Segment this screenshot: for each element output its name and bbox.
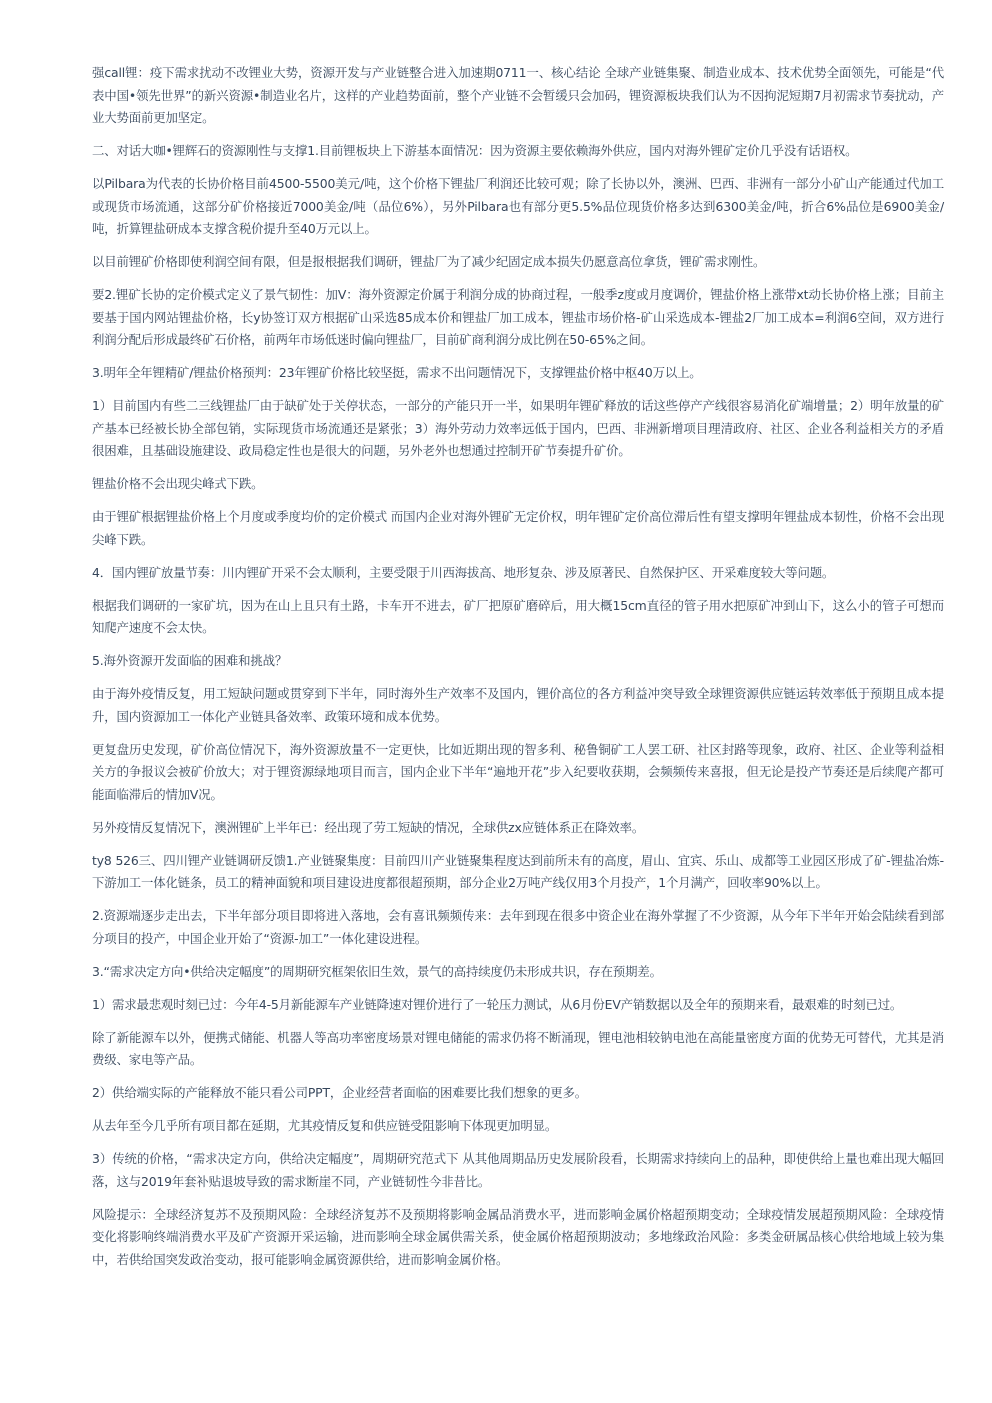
paragraph-domestic-ramp: 4．国内锂矿放量节奏：川内锂矿开采不会太顺利，主要受限于川西海拔高、地形复杂、涉及原著民、自然保护区、开采难度较大等问题。 (92, 564, 835, 580)
paragraph-demand-rigidity: 以目前锂矿价格即使利润空间有限，但是报根据我们调研，锂盐厂为了减少纪固定成本损失仍愿意高位拿货，锂矿需求刚性。 (92, 254, 766, 269)
paragraph-demand-worst-passed: 1）需求最悲观时刻已过：今年4-5月新能源车产业链降速对锂价进行了一轮压力测试，从6月份EV产销数据以及全年的预期来看，最艰难的时刻已过。 (92, 996, 903, 1012)
paragraph-supply-side: 2）供给端实际的产能释放不能只看公司PPT，企业经营者面临的困难要比我们想象的更多。 (92, 1085, 587, 1100)
document-body (92, 62, 944, 1282)
paragraph-pricing-lag: 由于锂矿根据锂盐价格上个月度或季度均价的定价模式 而国内企业对海外锂矿无定价权，明年锂矿定价高位滞后性有望支撑明年锂盐成本韧性，价格不会出现尖峰下跌。 (92, 509, 944, 547)
paragraph-long-term-pricing-model: 要2.锂矿长协的定价模式定义了景气韧性：加V：海外资源定价属于利润分成的协商过程，一般季z度或月度调价，锂盐价格上涨带xt动长协价格上涨；目前主要基于国内网站锂盐价格，长y协签订双方根据矿山采选85成本价和锂盐厂加工成本，锂盐市场价格-矿山采选成本-锂盐2厂加工成本=利润6空间，双方进行利润分配后形成最终矿石价格，前两年市场低迷时偏向锂盐厂，目前矿商利润分成比例在50-65%之间。 (92, 287, 944, 347)
paragraph-no-sharp-drop: 锂盐价格不会出现尖峰式下跌。 (92, 476, 264, 491)
paragraph-framework: 3.“需求决定方向•供给决定幅度”的周期研究框架依旧生效，景气的高持续度仍未形成共识，存在预期差。 (92, 963, 662, 979)
paragraph-history-review: 更复盘历史发现，矿价高位情况下，海外资源放量不一定更快，比如近期出现的智多利、秘鲁铜矿工人罢工研、社区封路等现象，政府、社区、企业等利益相关方的争报议会被矿价放大；对于锂资源绿地项目而言，国内企业下半年“遍地开花”步入纪要收获期，会频频传来喜报，但无论是投产节奏还是后续爬产都可能面临滞后的情加V况。 (92, 741, 944, 802)
paragraph-labor-shortage: 另外疫情反复情况下，澳洲锂矿上半年已：经出现了劳工短缺的情况，全球供zx应链体系正在降效率。 (92, 819, 645, 835)
paragraph-next-year-forecast: 3.明年全年锂精矿/锂盐价格预判：23年锂矿价格比较坚挺，需求不出问题情况下，支撑锂盐价格中枢40万以上。 (92, 365, 702, 380)
paragraph-traditional-price: 3）传统的价格，“需求决定方向，供给决定幅度”，周期研究范式下 从其他周期品历史发展阶段看，长期需求持续向上的品种，即使供给上量也难出现大幅回落，这与2019年套补贴退坡导致的需求断崖不同，产业链韧性今非昔比。 (92, 1151, 944, 1189)
paragraph-going-abroad: 2.资源端逐步走出去，下半年部分项目即将进入落地，会有喜讯频频传来：去年到现在很多中资企业在海外掌握了不少资源，从今年下半年开始会陆续看到部分项目的投产，中国企业开始了“资源-加工”一体化建设进程。 (92, 908, 944, 946)
paragraph-sichuan-survey: ty8 526三、四川锂产业链调研反馈1.产业链聚集度：目前四川产业链聚集程度达到前所未有的高度，眉山、宜宾、乐山、成都等工业园区形成了矿-锂盐冶炼-下游加工一体化链条，员工的精神面貌和项目建设进度都很超预期，部分企业2万吨产线仅用3个月投产，1个月满产，回收率90%以上。 (92, 852, 944, 890)
paragraph-pilbara-pricing: 以Pilbara为代表的长协价格目前4500-5500美元/吨，这个价格下锂盐厂利润还比较可观；除了长协以外，澳洲、巴西、非洲有一部分小矿山产能通过代加工或现货市场流通，这部分矿价格接近7000美金/吨（品位6%），另外Pilbara也有部分更5.5%品位现货价格多达到6300美金/吨，折合6%品位是6900美金/吨，折算锂盐研成本支撑含税价提升至40万元以上。 (92, 176, 944, 236)
paragraph-intro-conclusion: 强call锂：疫下需求扰动不改锂业大势，资源开发与产业链整合进入加速期0711一、核心结论 全球产业链集聚、制造业成本、技术优势全面领先，可能是“代表中国•领先世界”的新兴资源•制造业名片，这样的产业趋势面前，整个产业链不会暂缓只会加码，锂资源板块我们认为不因拘泥短期7月初需求节奏扰动，产业大势面前更加坚定。 (92, 65, 944, 125)
paragraph-forecast-reasons: 1）目前国内有些二三线锂盐厂由于缺矿处于关停状态，一部分的产能只开一半，如果明年锂矿释放的话这些停产产线很容易消化矿端增量；2）明年放量的矿产基本已经被长协全部包销，实际现货市场流通还是紧张；3）海外劳动力效率远低于国内，巴西、非洲新增项目理清政府、社区、企业各利益相关方的矛盾很困难，且基础设施建设、政局稳定性也是很大的问题，另外老外也想通过控制开矿节奏提升矿价。 (92, 398, 944, 458)
paragraph-risk-warning: 风险提示：全球经济复苏不及预期风险：全球经济复苏不及预期将影响金属品消费水平，进而影响金属价格超预期变动；全球疫情发展超预期风险：全球疫情变化将影响终端消费水平及矿产资源开采运输，进而影响全球金属供需关系，使金属价格超预期波动；多地缘政治风险：多类金研属品核心供给地域上较为集中，若供给国突发政治变动，报可能影响金属资源供给，进而影响金属价格。 (92, 1206, 944, 1267)
paragraph-project-delays: 从去年至今几乎所有项目都在延期，尤其疫情反复和供应链受阻影响下体现更加明显。 (92, 1118, 558, 1133)
paragraph-overseas-challenges-heading: 5.海外资源开发面临的困难和挑战？ (92, 653, 288, 668)
paragraph-overseas-epidemic: 由于海外疫情反复，用工短缺问题或贯穿到下半年，同时海外生产效率不及国内，锂价高位的各方利益冲突导致全球锂资源供应链运转效率低于预期且成本提升，国内资源加工一体化产业链具备效率、政策环境和成本优势。 (92, 686, 944, 724)
paragraph-other-demand: 除了新能源车以外，便携式储能、机器人等高功率密度场景对锂电储能的需求仍将不断涌现，锂电池相较钠电池在高能量密度方面的优势无可替代，尤其是消费级、家电等产品。 (92, 1029, 944, 1067)
paragraph-section-two-heading: 二、对话大咖•锂辉石的资源刚性与支撑1.目前锂板块上下游基本面情况：因为资源主要依赖海外供应，国内对海外锂矿定价几乎没有话语权。 (92, 143, 858, 158)
paragraph-mine-survey: 根据我们调研的一家矿坑，因为在山上且只有土路，卡车开不进去，矿厂把原矿磨碎后，用大概15cm直径的管子用水把原矿冲到山下，这么小的管子可想而知爬产速度不会太快。 (92, 597, 944, 635)
